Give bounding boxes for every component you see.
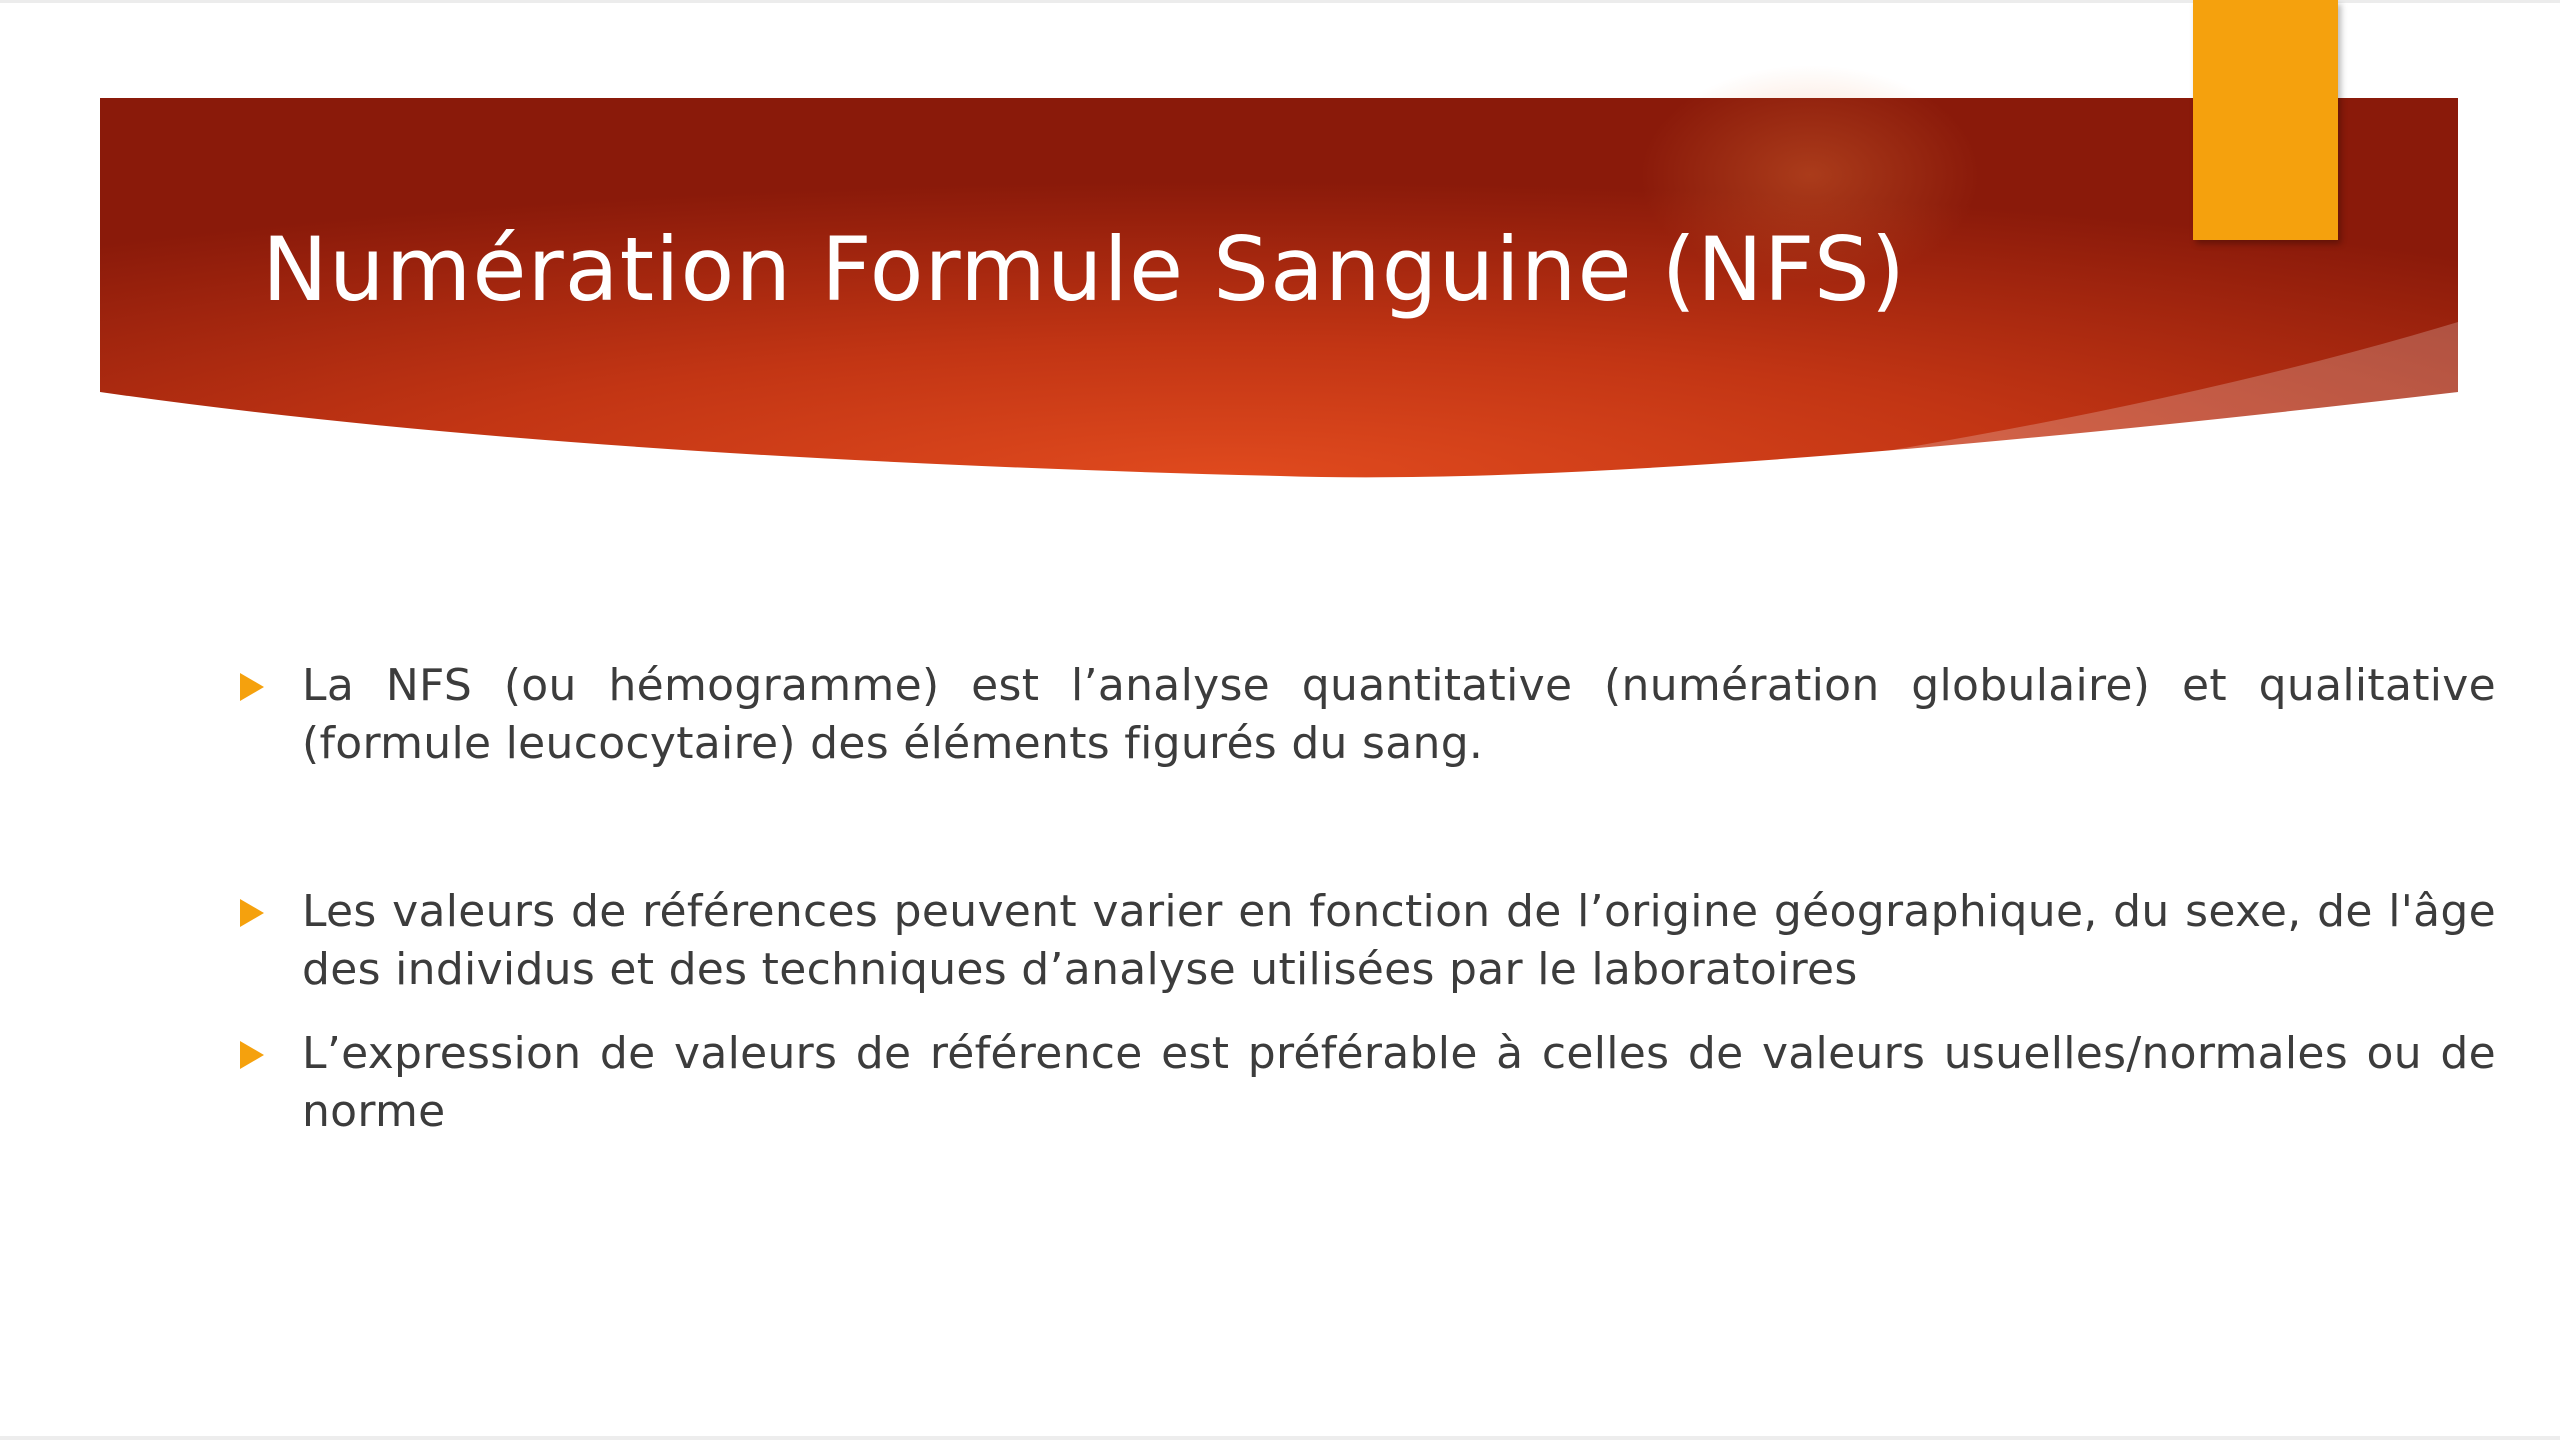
bullet-text: La NFS (ou hémogramme) est l’analyse quantitative (numération globulaire) et qualitative (formule leucocytaire) des éléments figurés du sang. [302,660,2496,769]
triangle-right-icon [240,673,264,701]
bullet-text: Les valeurs de références peuvent varier en fonction de l’origine géographique, du sexe, de l'âge des individus et des techniques d’analyse utilisées par le laboratoires [302,886,2496,995]
triangle-right-icon [240,899,264,927]
bullet-item [240,1025,2496,1141]
bullet-item [240,883,2496,999]
slide-title: Numération Formule Sanguine (NFS) [262,218,1907,321]
bottom-border [0,1436,2560,1440]
bullet-item [240,657,2496,773]
bullet-text: L’expression de valeurs de référence est préférable à celles de valeurs usuelles/normales ou de norme [302,1028,2496,1137]
triangle-right-icon [240,1041,264,1069]
